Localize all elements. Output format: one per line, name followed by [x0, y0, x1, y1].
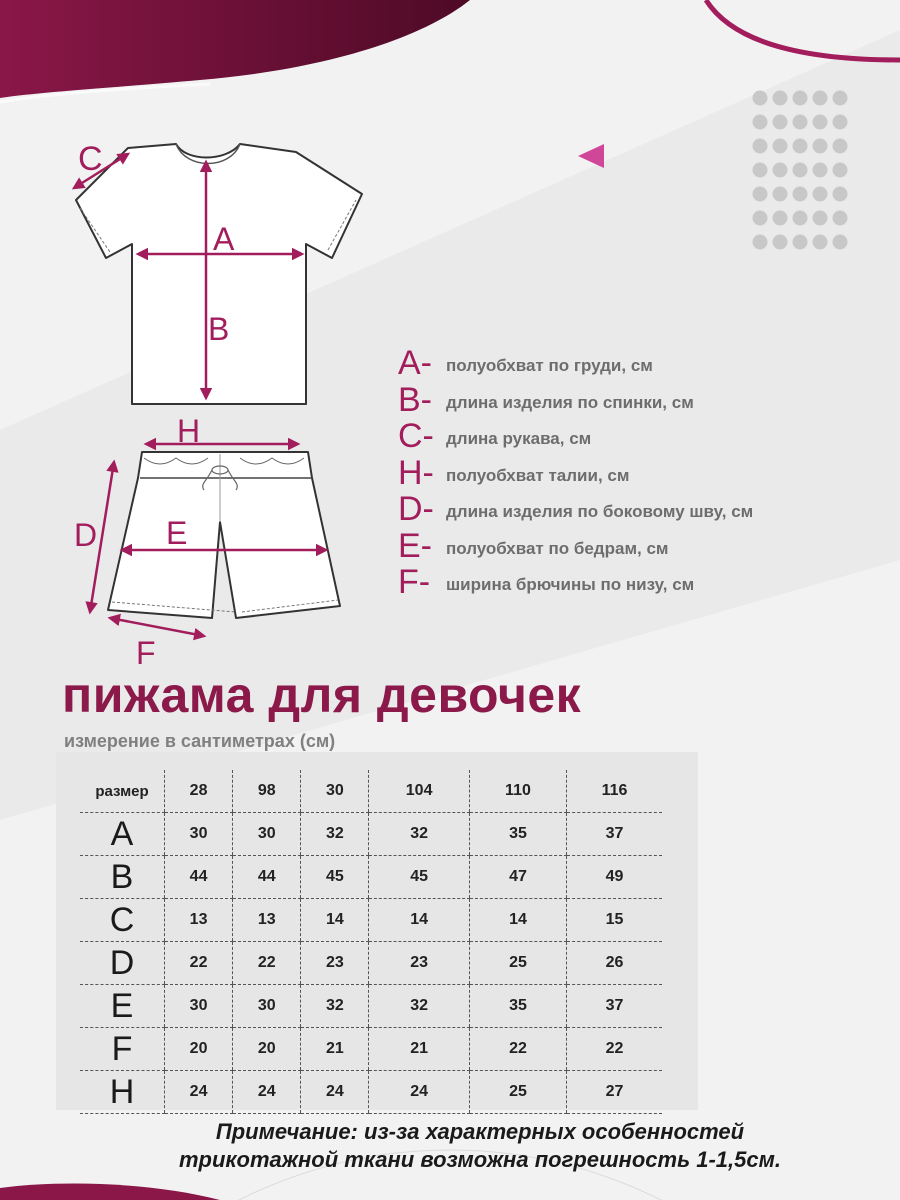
- row-label: A: [80, 813, 165, 856]
- value-cell: 21: [369, 1028, 469, 1071]
- legend-item-c: [398, 418, 878, 455]
- note-line-2: трикотажной ткани возможна погрешность 1-1,5см.: [178, 1147, 782, 1172]
- value-cell: 24: [301, 1071, 369, 1114]
- label-d: D: [74, 517, 98, 553]
- legend-item-d: [398, 491, 878, 528]
- value-cell: 30: [233, 813, 301, 856]
- legend-letter: C-: [398, 417, 434, 456]
- legend-item-f: [398, 564, 878, 601]
- size-cell: 110: [469, 770, 566, 813]
- value-cell: 20: [165, 1028, 233, 1071]
- label-f: F: [136, 635, 156, 671]
- legend-text: длина изделия по спинки, см: [446, 392, 694, 412]
- value-cell: 15: [567, 899, 662, 942]
- legend-letter: D-: [398, 490, 434, 529]
- value-cell: 22: [469, 1028, 566, 1071]
- table-header-label: размер: [80, 770, 165, 813]
- table-row: [80, 813, 662, 856]
- table-row: [80, 942, 662, 985]
- value-cell: 37: [567, 985, 662, 1028]
- label-a: A: [213, 221, 235, 257]
- legend-text: длина изделия по боковому шву, см: [446, 502, 754, 522]
- legend-item-b: [398, 382, 878, 419]
- value-cell: 20: [233, 1028, 301, 1071]
- value-cell: 24: [165, 1071, 233, 1114]
- value-cell: 45: [369, 856, 469, 899]
- value-cell: 22: [165, 942, 233, 985]
- size-cell: 30: [301, 770, 369, 813]
- size-table-panel: [56, 752, 698, 1110]
- page-title: пижама для девочек: [62, 667, 582, 723]
- row-label: F: [80, 1028, 165, 1071]
- label-h: H: [177, 413, 201, 449]
- measurement-legend: [398, 345, 878, 601]
- label-b: B: [208, 311, 230, 347]
- value-cell: 35: [469, 985, 566, 1028]
- table-row: [80, 899, 662, 942]
- note: [120, 1118, 840, 1174]
- shorts-diagram: [60, 410, 360, 672]
- value-cell: 35: [469, 813, 566, 856]
- value-cell: 22: [567, 1028, 662, 1071]
- value-cell: 24: [369, 1071, 469, 1114]
- value-cell: 30: [165, 813, 233, 856]
- top-wave: [0, 0, 470, 98]
- legend-text: полуобхват по бедрам, см: [446, 538, 669, 558]
- tshirt-diagram: [66, 140, 366, 412]
- value-cell: 32: [369, 985, 469, 1028]
- table-row: [80, 985, 662, 1028]
- legend-item-h: [398, 455, 878, 492]
- dot-grid-decor: [752, 90, 848, 254]
- value-cell: 13: [165, 899, 233, 942]
- table-row: [80, 1028, 662, 1071]
- table-row: [80, 1071, 662, 1114]
- legend-letter: E-: [398, 526, 432, 565]
- table-header-row: [80, 770, 662, 813]
- row-label: B: [80, 856, 165, 899]
- value-cell: 13: [233, 899, 301, 942]
- value-cell: 23: [369, 942, 469, 985]
- row-label: C: [80, 899, 165, 942]
- legend-letter: B-: [398, 380, 432, 419]
- value-cell: 25: [469, 942, 566, 985]
- legend-letter: F-: [398, 563, 431, 602]
- value-cell: 49: [567, 856, 662, 899]
- size-cell: 116: [567, 770, 662, 813]
- value-cell: 24: [233, 1071, 301, 1114]
- value-cell: 45: [301, 856, 369, 899]
- size-cell: 104: [369, 770, 469, 813]
- triangle-left-icon: [576, 142, 606, 170]
- legend-letter: H-: [398, 453, 434, 492]
- legend-text: полуобхват талии, см: [446, 465, 630, 485]
- legend-item-a: [398, 345, 878, 382]
- value-cell: 30: [233, 985, 301, 1028]
- size-cell: 28: [165, 770, 233, 813]
- row-label: H: [80, 1071, 165, 1114]
- row-label: D: [80, 942, 165, 985]
- value-cell: 30: [165, 985, 233, 1028]
- value-cell: 44: [233, 856, 301, 899]
- legend-text: длина рукава, см: [446, 429, 592, 449]
- value-cell: 14: [301, 899, 369, 942]
- value-cell: 32: [301, 813, 369, 856]
- value-cell: 22: [233, 942, 301, 985]
- label-e: E: [166, 515, 188, 551]
- value-cell: 32: [301, 985, 369, 1028]
- value-cell: 44: [165, 856, 233, 899]
- size-cell: 98: [233, 770, 301, 813]
- page-subtitle: измерение в сантиметрах (см): [64, 731, 336, 751]
- legend-text: полуобхват по груди, см: [446, 356, 653, 376]
- value-cell: 26: [567, 942, 662, 985]
- value-cell: 47: [469, 856, 566, 899]
- value-cell: 32: [369, 813, 469, 856]
- value-cell: 27: [567, 1071, 662, 1114]
- legend-text: ширина брючины по низу, см: [446, 575, 695, 595]
- table-row: [80, 856, 662, 899]
- value-cell: 14: [469, 899, 566, 942]
- value-cell: 25: [469, 1071, 566, 1114]
- row-label: E: [80, 985, 165, 1028]
- value-cell: 37: [567, 813, 662, 856]
- bottom-left-wave: [0, 1184, 220, 1200]
- note-line-1: Примечание: из-за характерных особенностей: [215, 1119, 745, 1144]
- legend-letter: A-: [398, 344, 432, 383]
- label-c: C: [78, 140, 103, 178]
- value-cell: 21: [301, 1028, 369, 1071]
- measure-arrow-f: [110, 618, 204, 636]
- value-cell: 23: [301, 942, 369, 985]
- value-cell: 14: [369, 899, 469, 942]
- size-table: [80, 770, 662, 1114]
- legend-item-e: [398, 528, 878, 565]
